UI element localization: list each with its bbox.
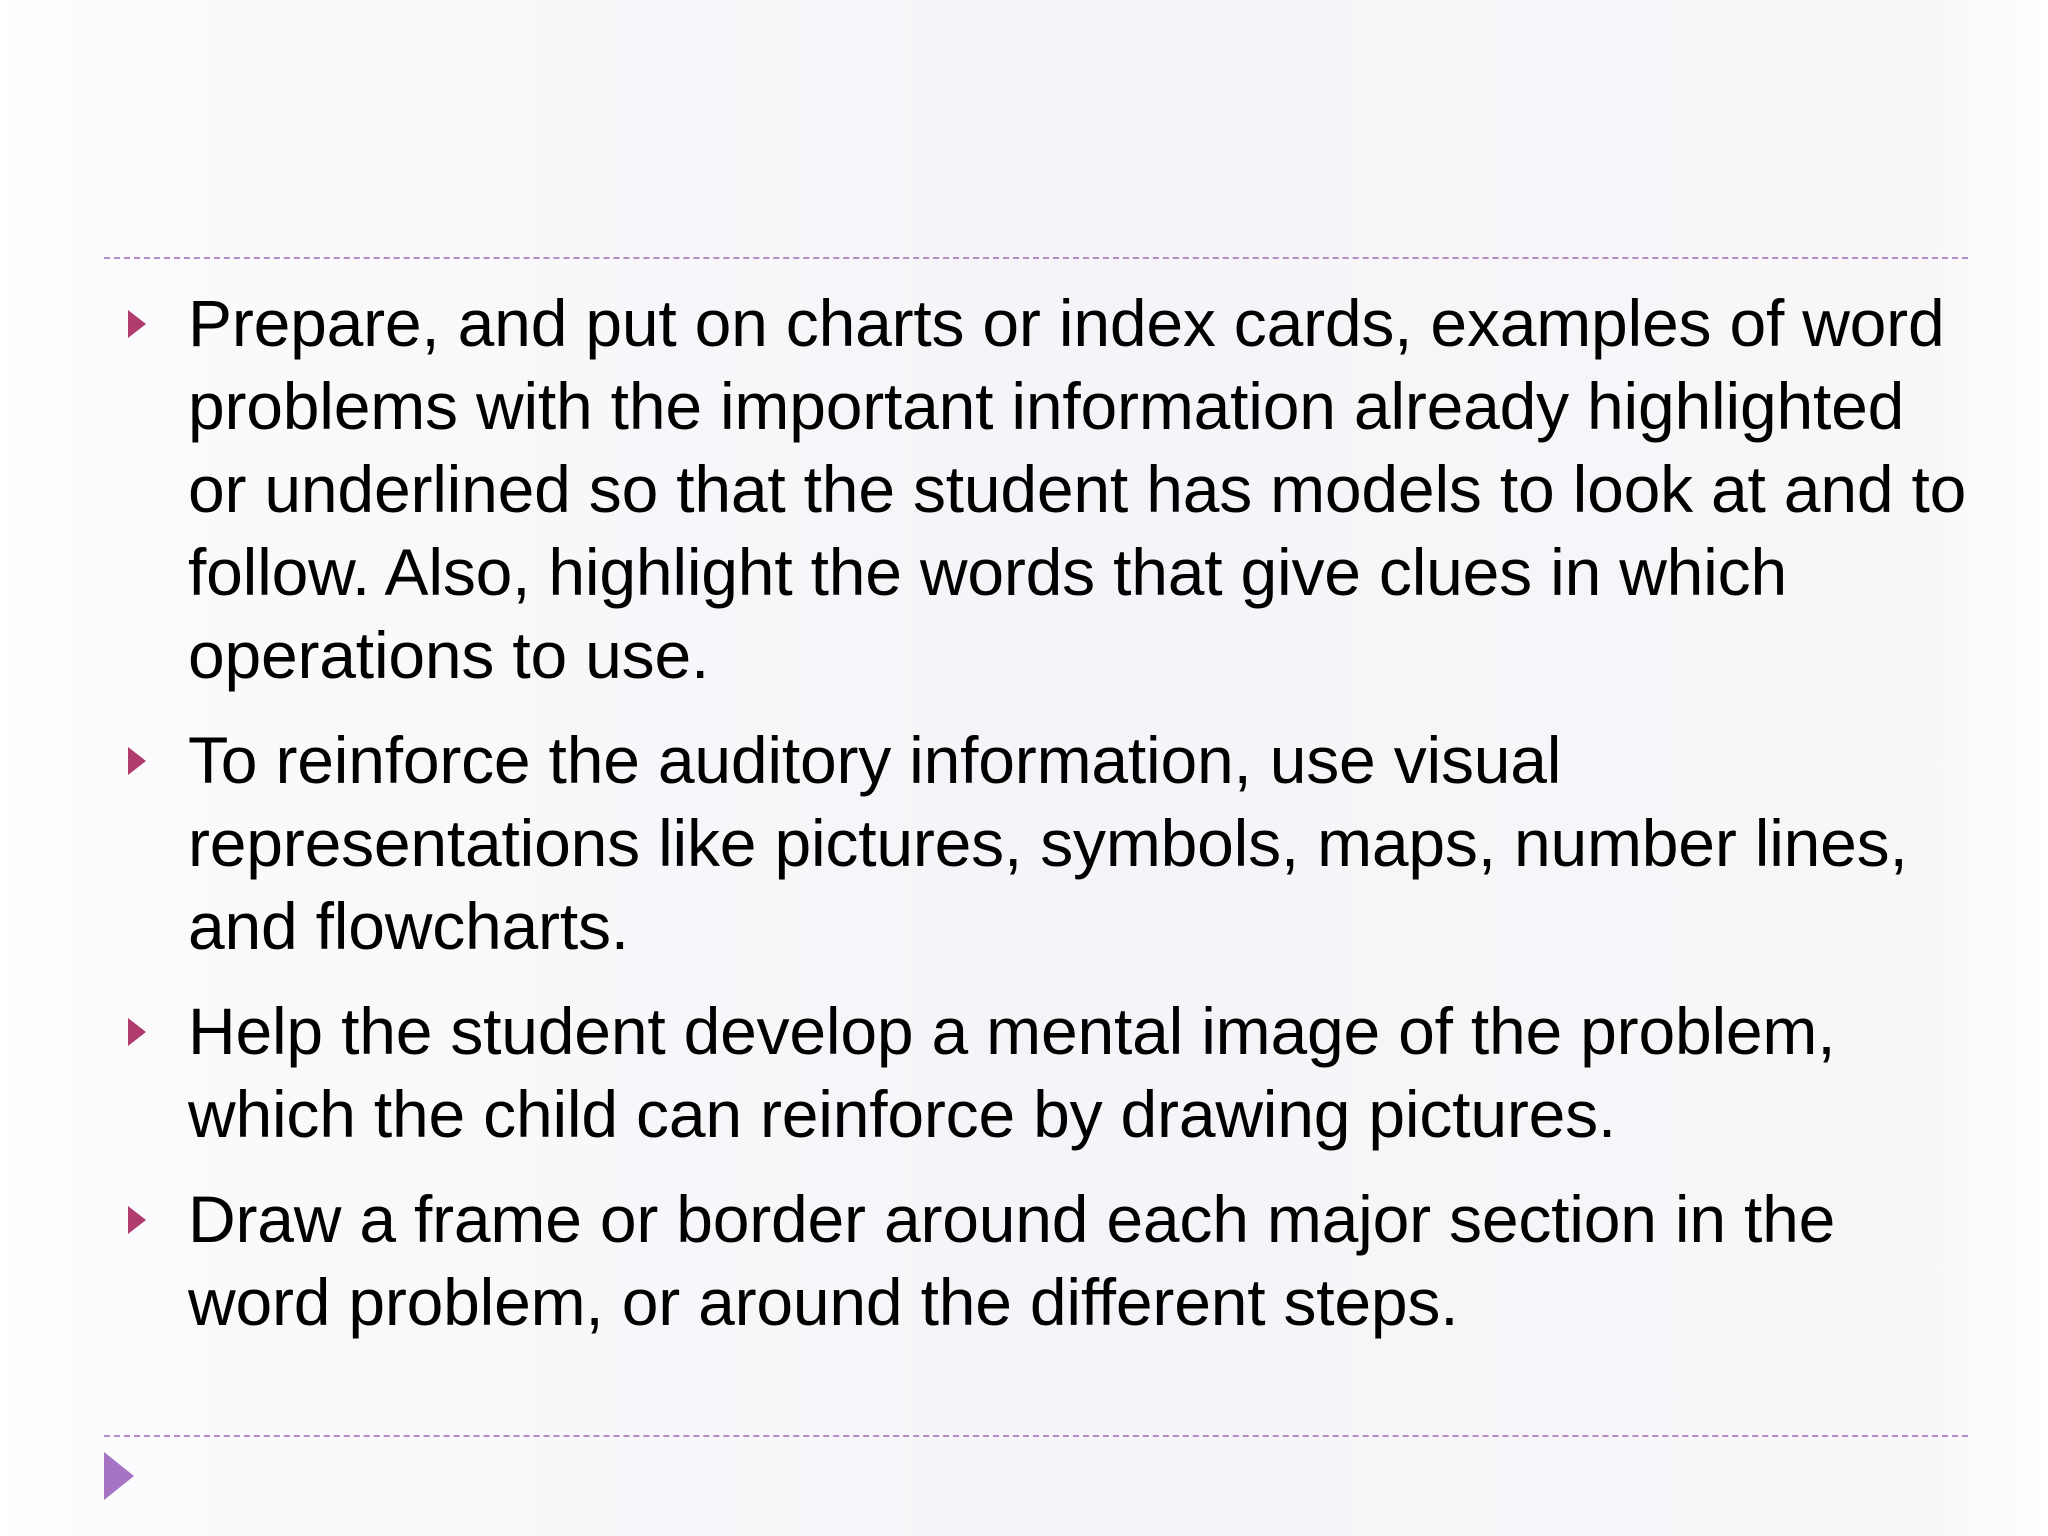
bullet-text: To reinforce the auditory information, use visual representations like pictures, symbols, maps, number lines, and flowcharts. [188,723,1908,963]
triangle-right-icon [128,310,146,338]
triangle-right-icon [128,1018,146,1046]
bottom-divider [104,1435,1968,1437]
bullet-list [104,282,1968,1412]
bullet-item [104,719,1968,968]
bullet-text: Help the student develop a mental image of the problem, which the child can reinforce by drawing pictures. [188,994,1836,1151]
play-triangle-icon [104,1452,134,1500]
bullet-item [104,282,1968,697]
triangle-right-icon [128,1206,146,1234]
bullet-item [104,1178,1968,1344]
top-divider [104,257,1968,259]
bullet-item [104,990,1968,1156]
triangle-right-icon [128,747,146,775]
bullet-text: Prepare, and put on charts or index cards, examples of word problems with the important information already highlighted or underlined so that the student has models to look at and to follow. Also, highlight the words that give clues in which operations to use. [188,286,1967,692]
bullet-text: Draw a frame or border around each major section in the word problem, or around the different steps. [188,1182,1836,1339]
